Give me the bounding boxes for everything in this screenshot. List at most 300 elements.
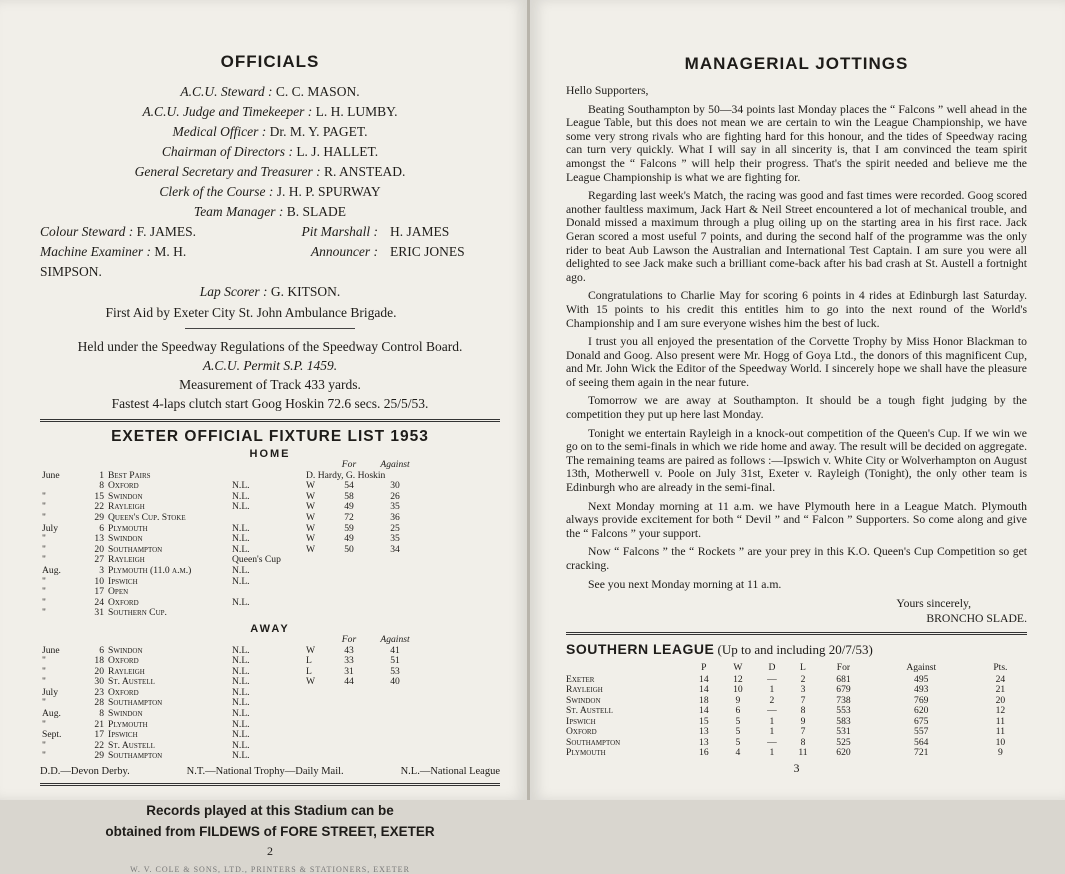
records-notice: Records played at this Stadium can be obtained from FILDEWS of FORE STREET, EXETER [105,803,435,840]
fixture-points-against: 51 [390,655,400,667]
league-row [566,738,1027,749]
header-cell: For [341,459,357,470]
fixture-day: 21 [94,718,104,730]
league-row [566,696,1027,707]
fixture-opponent: Ipswich [108,729,138,741]
fixture-result [304,751,330,762]
points-for: 679 [836,684,851,696]
header-cell [230,635,304,646]
fixture-points-for: 33 [344,655,354,667]
fixture-points-against: 40 [390,676,400,688]
fixture-competition: N.L. [232,543,250,555]
control-board-notes: Held under the Speedway Regulations of the Speedway Control Board. A.C.U. Permit S.P. 1459. Measurement of Track 433 yards. Fastest 4-laps clutch start Goog Hoskin 72.6 secs. 25/5/53. [77,339,463,411]
fixture-month: " [42,665,46,677]
fixture-competition [230,608,304,619]
fixture-competition: Queen's Cup [232,554,281,566]
fixture-competition: N.L. [232,676,250,688]
fixture-header-row [40,635,422,646]
fixture-day: 18 [94,655,104,667]
fixture-month: June [42,469,60,481]
fixture-points-for [330,688,368,699]
fixture-row [40,698,422,709]
fixture-opponent: Rayleigh [108,665,145,677]
fixture-opponent: Plymouth [108,718,148,730]
divider [40,419,500,422]
fixture-day: 3 [99,564,104,576]
paragraph: Now “ Falcons ” the “ Rockets ” are your prey in this K.O. Queen's Cup Competition so get cracking. [566,545,1027,572]
fixture-opponent: Plymouth [108,522,148,534]
fixture-competition: N.L. [232,708,250,720]
league-row [566,717,1027,728]
points-for: 620 [836,747,851,759]
fixture-day: 8 [99,708,104,720]
officials-list [40,82,500,324]
official-line: Medical Officer : Dr. M. Y. PAGET. [172,124,368,139]
fixture-day: 1 [99,469,104,481]
fixture-opponent: St. Austell [108,739,155,751]
fixture-points-for [330,608,368,619]
fixture-points-against [368,688,422,699]
fixture-day: 27 [94,554,104,566]
fixture-competition: N.L. [232,729,250,741]
fixture-opponent: Swindon [108,533,143,545]
fixture-legend: D.D.—Devon Derby. N.T.—National Trophy—Daily Mail. N.L.—National League [40,766,500,778]
header-cell [230,460,304,471]
fixture-month: " [42,533,46,545]
fixture-result [304,608,330,619]
fixture-month: " [42,750,46,762]
fixture-result [304,587,330,598]
drawn: — [767,705,777,717]
fixture-day: 28 [94,697,104,709]
fixture-points-for [330,555,368,566]
fixture-points-against [368,555,422,566]
paragraph: Beating Southampton by 50—34 points last Monday places the “ Falcons ” well ahead in the League Table, but this does not mean we are certain to win the League Championship, we have some very strong rivals who are fighting hard for this honour, and the tides of Speedway racing can turn very quickly. What I will say in all sincerity is, that I am convinced the team spirit amongst the “ Falcons ” will help their progress. That's the spirit needed and believe me the League Championship is what we are fighting for. [566,102,1027,184]
fixture-result [304,598,330,609]
league-table [566,662,1027,759]
points-against: 721 [914,747,929,759]
fixture-points-for [330,587,368,598]
fixture-competition: N.L. [232,697,250,709]
fixture-day: 17 [94,729,104,741]
fixture-day: 15 [94,490,104,502]
fixture-result: W [306,533,316,545]
fixture-points-for: 50 [344,543,354,555]
home-fixtures-table [40,460,422,619]
fixture-opponent: Southampton [108,697,163,709]
points-for: 531 [836,726,851,738]
fixture-points-against: 35 [390,501,400,513]
team-name: Southampton [566,736,621,748]
header-cell: For [341,633,357,645]
fixture-month: July [42,522,58,534]
fixture-competition: N.L. [232,655,250,667]
header-cell: Against [380,459,410,470]
fixture-result: W [306,522,316,534]
divider [185,328,355,329]
league-row [566,727,1027,738]
fixture-competition: N.L. [232,739,250,751]
fixture-competition: N.L. [232,644,250,656]
fixture-result [304,709,330,720]
team-name: Oxford [566,726,597,738]
team-name: Swindon [566,694,601,706]
fixture-points-against: 25 [390,522,400,534]
greeting: Hello Supporters, [566,84,649,97]
lost: 11 [798,747,808,759]
fixture-points-for [330,751,368,762]
drawn: 1 [769,715,775,727]
fixture-result [304,741,330,752]
jottings-title: MANAGERIAL JOTTINGS [684,54,909,73]
played: 14 [699,673,709,685]
points-against: 493 [914,684,929,696]
official-line: A.C.U. Steward : C. C. MASON. [180,84,360,99]
fixture-month: Sept. [42,729,62,741]
lost: 8 [800,736,806,748]
header-cell [304,460,330,471]
fixture-opponent: Oxford [108,480,139,492]
fixture-points-for: 72 [344,511,354,523]
fixture-points-for: 49 [344,501,354,513]
official-line: General Secretary and Treasurer : R. ANSTEAD. [134,164,406,179]
won: 10 [733,684,743,696]
won: 12 [733,673,743,685]
drawn: 1 [769,726,775,738]
fixture-day: 22 [94,739,104,751]
points-for: 583 [836,715,851,727]
fixture-competition: N.L. [232,501,250,513]
right-page [530,0,1065,800]
fixture-result: L [306,655,312,667]
fixture-competition: N.L. [232,564,250,576]
fixture-competition: N.L. [232,718,250,730]
header-cell [106,460,230,471]
fixture-month [40,481,80,492]
fixture-title: EXETER OFFICIAL FIXTURE LIST 1953 [111,428,429,445]
fixture-points-for [330,577,368,588]
fixture-opponent: Oxford [108,686,139,698]
home-heading: HOME [249,448,291,460]
fixture-competition: N.L. [232,686,250,698]
fixture-month: " [42,543,46,555]
team-name: Rayleigh [566,684,603,696]
fixture-month: " [42,739,46,751]
fixture-result: W [306,501,316,513]
fixture-day: 10 [94,575,104,587]
lost: 8 [800,705,806,717]
signature-block [566,596,1027,626]
paragraph: Next Monday morning at 11 a.m. we have Plymouth here in a League Match. Plymouth always provide excitement for both “ Devil ” and “ Falcon ” Supporters. So come along and give the “ Falcons ” your support. [566,499,1027,540]
fixture-month: " [42,511,46,523]
points-against: 495 [914,673,929,685]
played: 13 [699,726,709,738]
league-header-cell: L [800,662,806,674]
fixture-header-row [40,460,422,471]
fixture-points-against: 30 [390,480,400,492]
league-points: 21 [995,684,1006,696]
fixture-points-for: 43 [344,644,354,656]
fixture-points-against [368,608,422,619]
fixture-result [304,577,330,588]
fixture-points-for [330,720,368,731]
official-line: Team Manager : B. SLADE [193,204,347,219]
paragraph: Regarding last week's Match, the racing was good and fast times were recorded. Goog scored another faultless maximum, Jack Hart & Neil Street encountered a lot of mechanical trouble, and Donald missed a maximum through a plug oiling up on the starting area in his first race. Jack Geran scored a most useful 7 points, and during the second half of the programme was the only rider to beat Aub Lawson the Australian and International Test Captain. I am sure you were all delighted to see Jack make such a brilliant come-back after his bad crash at St. Austell a fortnight ago. [566,189,1027,284]
points-for: 738 [836,694,851,706]
official-line: Chairman of Directors : L. J. HALLET. [161,144,379,159]
fixture-competition: N.L. [232,522,250,534]
fixture-points-for [330,598,368,609]
fixture-result [304,698,330,709]
points-against: 675 [914,715,929,727]
fixture-opponent: Plymouth (11.0 a.m.) [108,564,192,576]
fixture-opponent: Southampton [108,750,163,762]
lost: 9 [800,715,806,727]
drawn: 1 [769,684,775,696]
won: 4 [735,747,741,759]
won: 5 [735,726,741,738]
league-header-cell: Pts. [993,662,1008,674]
header-cell [80,635,106,646]
fixture-result: W [306,644,316,656]
paragraph: I trust you all enjoyed the presentation of the Corvette Trophy by Miss Honor Blackman to Donald and Goog. Also present were Mr. Hogg of Goya Ltd., the donors of this magnificent Cup, and Mr. John Wick the Editor of the Speedway World. I sincerely hope we shall have the pleasure of seeing them again in the near future. [566,335,1027,389]
fixture-points-against: 34 [390,543,400,555]
fixture-points-against [368,741,422,752]
fixture-opponent: Southampton [108,543,163,555]
fixture-day: 29 [94,511,104,523]
fixture-day: 13 [94,533,104,545]
fixture-month: " [42,697,46,709]
fixture-competition: N.L. [232,490,250,502]
fixture-points-for: 59 [344,522,354,534]
page-number: 3 [793,760,800,775]
points-for: 553 [836,705,851,717]
fixture-result: W [306,543,316,555]
fixture-month: July [42,686,58,698]
fixture-month: " [42,607,46,619]
fixture-month: " [42,501,46,513]
fixture-opponent: Ipswich [108,575,138,587]
league-points: 9 [997,747,1003,759]
fixture-result: W [306,490,316,502]
fixture-competition: N.L. [232,665,250,677]
played: 13 [699,736,709,748]
divider [566,632,1027,635]
fixture-opponent: Best Pairs [108,469,151,481]
fixture-month: " [42,586,46,598]
fixture-day: 6 [99,522,104,534]
points-against: 557 [914,726,929,738]
drawn: 1 [769,747,775,759]
fixture-points-for: 54 [344,480,354,492]
fixture-result [304,566,330,577]
league-points: 24 [995,673,1006,685]
fixture-points-for [330,698,368,709]
fixture-points-against [368,751,422,762]
league-points: 20 [995,694,1006,706]
fixture-points-against: 35 [390,533,400,545]
fixture-month: " [42,490,46,502]
fixture-month: " [42,655,46,667]
paragraph: Congratulations to Charlie May for scoring 6 points in 4 rides at Edinburgh last Saturday. With 15 points to his credit this entitles him to go into the next round of the World's Championship and I am sure everyone wishes him the best of luck. [566,289,1027,330]
fixture-row [40,471,422,482]
header-cell [304,635,330,646]
officials-title: OFFICIALS [220,52,320,71]
fixture-month: Aug. [42,708,61,720]
fixture-day: 29 [94,750,104,762]
league-row [566,675,1027,686]
fixture-result: D. Hardy, G. Hoskin [306,469,386,481]
points-for: 525 [836,736,851,748]
official-line: A.C.U. Judge and Timekeeper : L. H. LUMBY. [142,104,398,119]
closing: Yours sincerely, [896,597,971,611]
league-header-cell: W [733,662,743,674]
drawn: — [767,673,777,685]
fixture-competition: N.L. [232,750,250,762]
league-header-cell: D [768,662,776,674]
points-against: 769 [914,694,929,706]
fixture-result: L [306,665,312,677]
fixture-points-for [330,709,368,720]
fixture-row [40,566,422,577]
fixture-month: " [42,718,46,730]
won: 5 [735,736,741,748]
fixture-points-against: 41 [390,644,400,656]
played: 14 [699,684,709,696]
fixture-points-against: 53 [390,665,400,677]
played: 14 [699,705,709,717]
official-line: Clerk of the Course : J. H. P. SPURWAY [159,184,381,199]
fixture-competition: N.L. [232,575,250,587]
header-cell [106,635,230,646]
fixture-month: June [42,644,60,656]
fixture-row [40,513,422,524]
drawn: — [767,736,777,748]
fixture-result [304,730,330,741]
points-for: 681 [836,673,851,685]
fixture-day: 24 [94,596,104,608]
fixture-month: " [42,596,46,608]
away-fixtures-table [40,635,422,762]
fixture-day: 6 [99,644,104,656]
league-points: 11 [995,726,1005,738]
divider [40,783,500,786]
drawn: 2 [769,694,775,706]
fixture-points-for: 58 [344,490,354,502]
fixture-opponent: Swindon [108,708,143,720]
signature: BRONCHO SLADE. [926,612,1027,626]
paragraph: Tonight we entertain Rayleigh in a knock-out competition of the Queen's Cup. If we win we go on to the semi-finals in which we ride home and away. The result will be decided on aggregate. The remaining teams are paired as follows :—Ipswich v. White City or Wolverhampton on August 13th, Motherwell v. Poole on July 31st, Exeter v. Rayleigh (Tonight), the only other team is Edinburgh who are already in the semi-final. [566,426,1027,495]
paragraph: Tomorrow we are away at Southampton. It should be a tough fight judging by the competition they put up here last Monday. [566,394,1027,422]
played: 15 [699,715,709,727]
lost: 3 [800,684,806,696]
league-header-cell: For [836,662,851,674]
fixture-result [304,555,330,566]
fixture-competition: N.L. [232,596,250,608]
won: 6 [735,705,741,717]
jottings-body [566,84,1027,591]
fixture-result [304,720,330,731]
league-points: 11 [995,715,1005,727]
team-name: Plymouth [566,747,606,759]
fixture-points-for [330,730,368,741]
fixture-competition [230,513,304,524]
printer-imprint: W. V. COLE & SONS, LTD., PRINTERS & STATIONERS, EXETER [130,865,410,874]
fixture-points-against [368,720,422,731]
fixture-points-against [368,577,422,588]
fixture-month: " [42,554,46,566]
fixture-result: W [306,676,316,688]
fixture-opponent: Southern Cup. [108,607,167,619]
official-row: Machine Examiner : M. H. SIMPSON. Announcer : ERIC JONES [40,244,465,279]
points-against: 620 [914,705,929,717]
fixture-row [40,751,422,762]
fixture-month: " [42,676,46,688]
fixture-opponent: Oxford [108,655,139,667]
fixture-day: 22 [94,501,104,513]
fixture-month: " [42,575,46,587]
header-cell: Against [380,633,410,645]
fixture-opponent: Open [108,586,129,598]
fixture-opponent: Swindon [108,490,143,502]
fixture-row [40,608,422,619]
fixture-day: 30 [94,676,104,688]
fixture-day: 20 [94,665,104,677]
fixture-month: Aug. [42,564,61,576]
team-name: St. Austell [566,705,613,717]
fixture-points-against [368,566,422,577]
fixture-opponent: Queen's Cup. Stoke [108,511,186,523]
fixture-day: 20 [94,543,104,555]
fixture-opponent: Rayleigh [108,554,145,566]
fixture-day: 8 [99,480,104,492]
team-name: Ipswich [566,715,596,727]
fixture-day: 31 [94,607,104,619]
won: 5 [735,715,741,727]
league-points: 10 [995,736,1006,748]
fixture-points-for [330,741,368,752]
fixture-day: 17 [94,586,104,598]
played: 16 [699,747,709,759]
league-points: 12 [995,705,1006,717]
page-number: 2 [267,844,273,859]
fixture-points-against [368,709,422,720]
official-line: Lap Scorer : G. KITSON. [199,284,341,299]
fixture-points-for [330,566,368,577]
played: 18 [699,694,709,706]
fixture-competition: N.L. [232,533,250,545]
header-cell [566,662,688,675]
first-aid-note: First Aid by Exeter City St. John Ambulance Brigade. [105,305,397,320]
header-cell [40,460,80,471]
fixture-day: 23 [94,686,104,698]
fixture-points-against [368,598,422,609]
lost: 2 [800,673,806,685]
won: 9 [735,694,741,706]
league-row [566,748,1027,759]
fixture-row [40,555,422,566]
lost: 7 [800,694,806,706]
league-row [566,685,1027,696]
league-header-cell: P [701,662,707,674]
fixture-opponent: Oxford [108,596,139,608]
header-cell [80,460,106,471]
league-header-cell: Against [906,662,937,674]
official-row: Colour Steward : F. JAMES. Pit Marshall : H. JAMES [40,224,450,239]
fixture-result: W [306,511,316,523]
fixture-opponent: Swindon [108,644,143,656]
fixture-result [304,688,330,699]
